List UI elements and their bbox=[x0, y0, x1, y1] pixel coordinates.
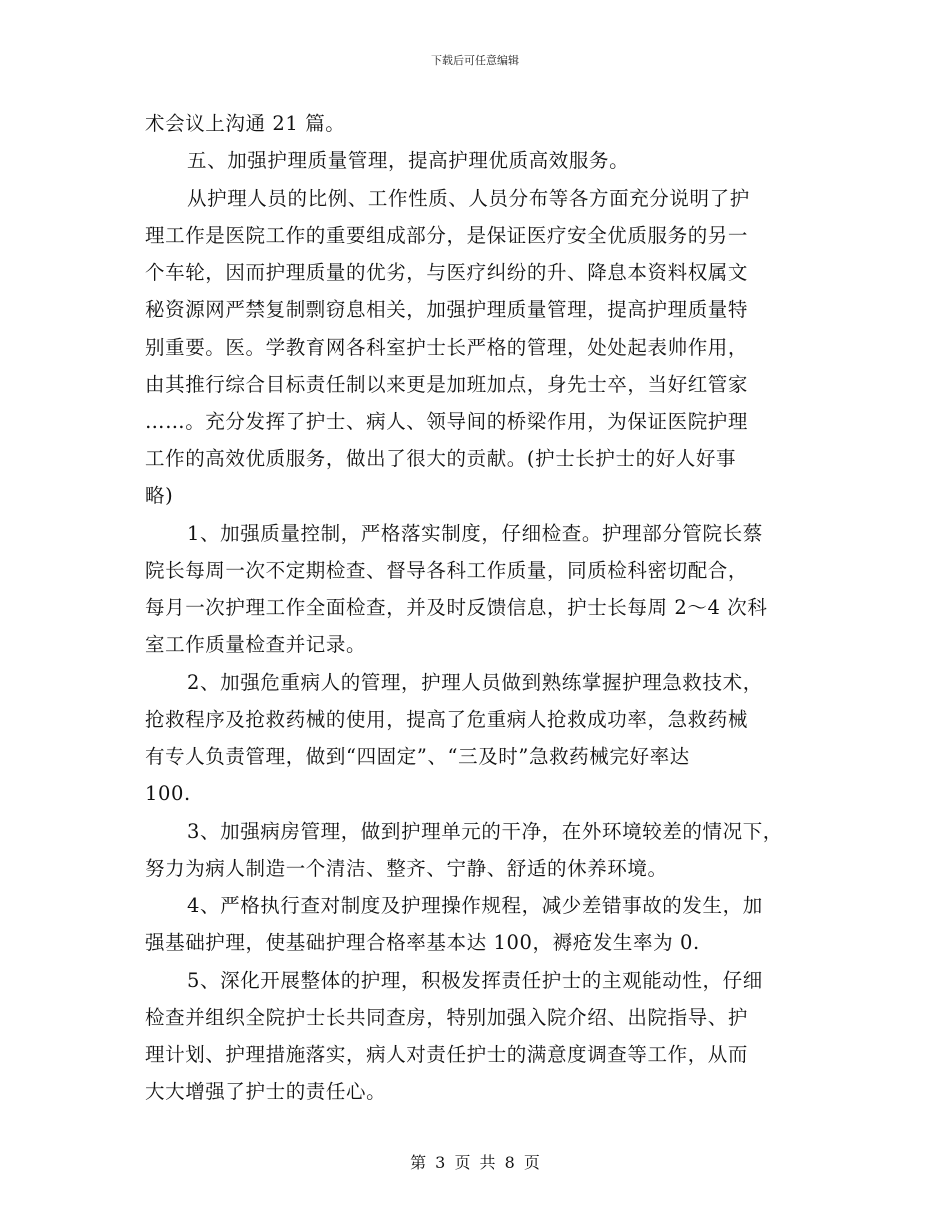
text-line: 略) bbox=[145, 484, 174, 507]
text-line: 强基础护理，使基础护理合格率基本达 100，褥疮发生率为 0. bbox=[145, 931, 700, 954]
text-line: 秘资源网严禁复制剽窃息相关，加强护理质量管理，提高护理质量特 bbox=[145, 298, 749, 321]
page-footer: 第 3 页 共 8 页 bbox=[410, 1153, 540, 1172]
text-line: 检查并组织全院护士长共同查房，特别加强入院介绍、出院指导、护 bbox=[145, 1006, 749, 1029]
text-line: 2、加强危重病人的管理，护理人员做到熟练掌握护理急救技术， bbox=[187, 671, 763, 694]
text-line: 术会议上沟通 21 篇。 bbox=[145, 112, 346, 135]
text-line: 工作的高效优质服务，做出了很大的贡献。(护士长护士的好人好事 bbox=[145, 447, 737, 470]
text-line: 4、严格执行查对制度及护理操作规程，减少差错事故的发生，加 bbox=[187, 894, 763, 917]
text-line: 由其推行综合目标责任制以来更是加班加点，身先士卒，当好红管家 bbox=[145, 373, 749, 396]
page-header: 下载后可任意编辑 bbox=[431, 54, 519, 67]
text-line: 抢救程序及抢救药械的使用，提高了危重病人抢救成功率，急救药械 bbox=[145, 708, 749, 731]
text-line: 理工作是医院工作的重要组成部分，是保证医疗安全优质服务的另一 bbox=[145, 224, 749, 247]
section-heading: 五、加强护理质量管理，提高护理优质高效服务。 bbox=[187, 149, 630, 172]
text-line: 别重要。医。学教育网各科室护士长严格的管理，处处起表帅作用， bbox=[145, 336, 749, 359]
text-line: 努力为病人制造一个清洁、整齐、宁静、舒适的休养环境。 bbox=[145, 857, 668, 880]
text-line: 有专人负责管理，做到“四固定”、“三及时”急救药械完好率达 bbox=[145, 745, 690, 768]
text-line: 1、加强质量控制，严格落实制度，仔细检查。护理部分管院长蔡 bbox=[187, 522, 763, 545]
text-line: ……。充分发挥了护士、病人、领导间的桥梁作用，为保证医院护理 bbox=[145, 410, 749, 433]
text-line: 个车轮，因而护理质量的优劣，与医疗纠纷的升、降息本资料权属文 bbox=[145, 261, 749, 284]
text-line: 5、深化开展整体的护理，积极发挥责任护士的主观能动性，仔细 bbox=[187, 969, 763, 992]
text-line: 每月一次护理工作全面检查，并及时反馈信息，护士长每周 2～4 次科 bbox=[145, 596, 768, 619]
text-line: 100. bbox=[145, 782, 191, 805]
text-line: 室工作质量检查并记录。 bbox=[145, 633, 367, 656]
text-line: 3、加强病房管理，做到护理单元的干净，在外环境较差的情况下， bbox=[187, 820, 783, 843]
text-line: 院长每周一次不定期检查、督导各科工作质量，同质检科密切配合， bbox=[145, 559, 749, 582]
text-line: 从护理人员的比例、工作性质、人员分布等各方面充分说明了护 bbox=[187, 187, 750, 210]
text-line: 理计划、护理措施落实，病人对责任护士的满意度调查等工作，从而 bbox=[145, 1043, 749, 1066]
text-line: 大大增强了护士的责任心。 bbox=[145, 1080, 387, 1103]
